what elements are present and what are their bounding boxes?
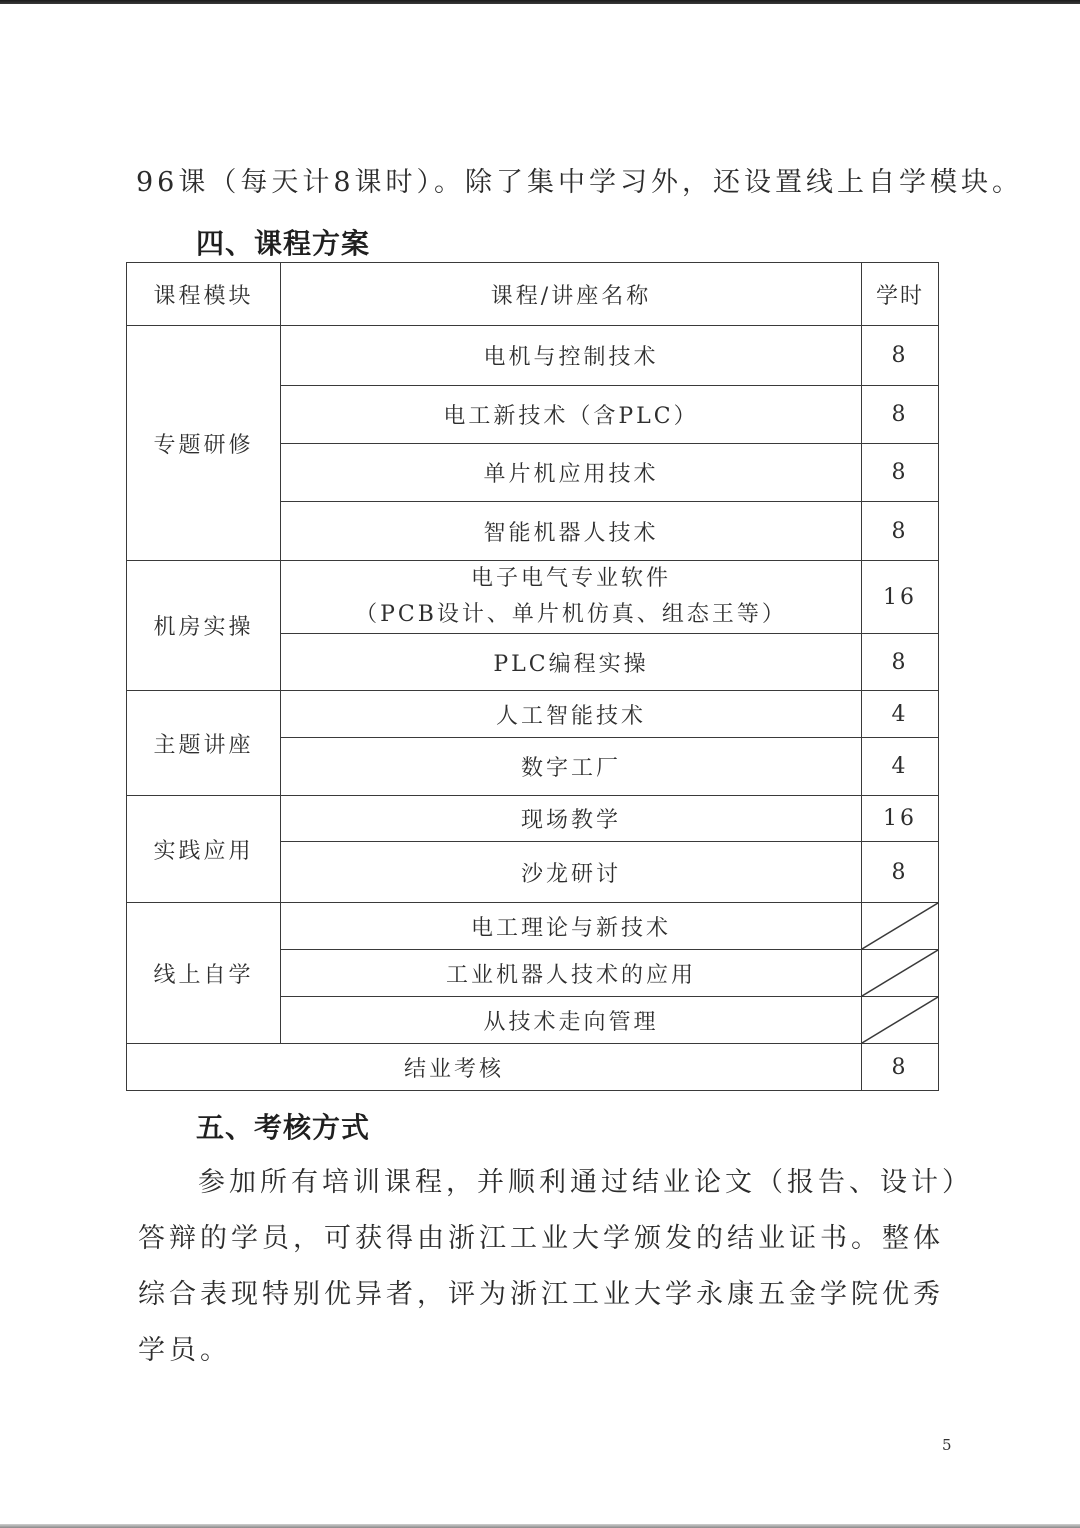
course-name-cell: 数字工厂 [281,738,862,796]
assessment-paragraph-line: 综合表现特别优异者，评为浙江工业大学永康五金学院优秀 [138,1279,944,1310]
hours-cell: 16 [862,796,939,842]
module-cell: 专题研修 [127,326,281,561]
intro-paragraph-line: 96课（每天计8课时）。除了集中学习外，还设置线上自学模块。 [136,167,1024,198]
course-name-cell: 单片机应用技术 [281,444,862,502]
hours-cell: 8 [862,842,939,903]
table-row [127,903,939,950]
assessment-paragraph-line: 学员。 [138,1335,231,1366]
module-cell: 主题讲座 [127,691,281,796]
course-name-cell: 电工新技术（含PLC） [281,386,862,444]
module-cell: 线上自学 [127,903,281,1044]
table-header-row [127,263,939,326]
course-name-line-1: 电子电气专业软件 [470,566,671,591]
table-row [127,326,939,386]
course-name-cell: 电机与控制技术 [281,326,862,386]
course-plan-table [126,262,939,1091]
course-name-cell: 电工理论与新技术 [281,903,862,950]
hours-cell: 4 [862,738,939,796]
hours-cell: 8 [862,444,939,502]
course-name-line-2: （PCB设计、单片机仿真、组态王等） [355,602,787,627]
assessment-paragraph-line: 答辩的学员，可获得由浙江工业大学颁发的结业证书。整体 [138,1223,944,1254]
table-row [127,691,939,738]
hours-cell-not-applicable [862,903,939,950]
diagonal-slash-icon [862,903,938,949]
course-name-cell: 工业机器人技术的应用 [281,950,862,997]
course-name-cell: 智能机器人技术 [281,502,862,561]
hours-cell: 16 [862,561,939,634]
hours-cell-not-applicable [862,950,939,997]
diagonal-slash-icon [862,950,938,996]
scan-edge-top [0,0,1080,4]
hours-cell: 8 [862,326,939,386]
assessment-label-cell: 结业考核 [127,1044,862,1091]
table-footer-row [127,1044,939,1091]
page-number: 5 [942,1436,952,1454]
header-course-name: 课程/讲座名称 [281,263,862,326]
course-name-cell: 现场教学 [281,796,862,842]
hours-cell: 4 [862,691,939,738]
course-name-cell: 从技术走向管理 [281,997,862,1044]
hours-cell: 8 [862,1044,939,1091]
module-cell: 实践应用 [127,796,281,903]
course-name-cell [281,561,862,634]
module-cell: 机房实操 [127,561,281,691]
hours-cell: 8 [862,634,939,691]
course-name-cell: 人工智能技术 [281,691,862,738]
assessment-paragraph-line: 参加所有培训课程，并顺利通过结业论文（报告、设计） [198,1167,973,1198]
hours-cell: 8 [862,386,939,444]
header-module: 课程模块 [127,263,281,326]
hours-cell: 8 [862,502,939,561]
course-name-cell: 沙龙研讨 [281,842,862,903]
section-5-heading: 五、考核方式 [196,1111,371,1144]
course-name-cell: PLC编程实操 [281,634,862,691]
section-4-heading: 四、课程方案 [196,227,371,260]
scan-edge-bottom [0,1524,1080,1528]
table-row [127,796,939,842]
header-hours: 学时 [862,263,939,326]
hours-cell-not-applicable [862,997,939,1044]
diagonal-slash-icon [862,997,938,1043]
table-row [127,561,939,634]
